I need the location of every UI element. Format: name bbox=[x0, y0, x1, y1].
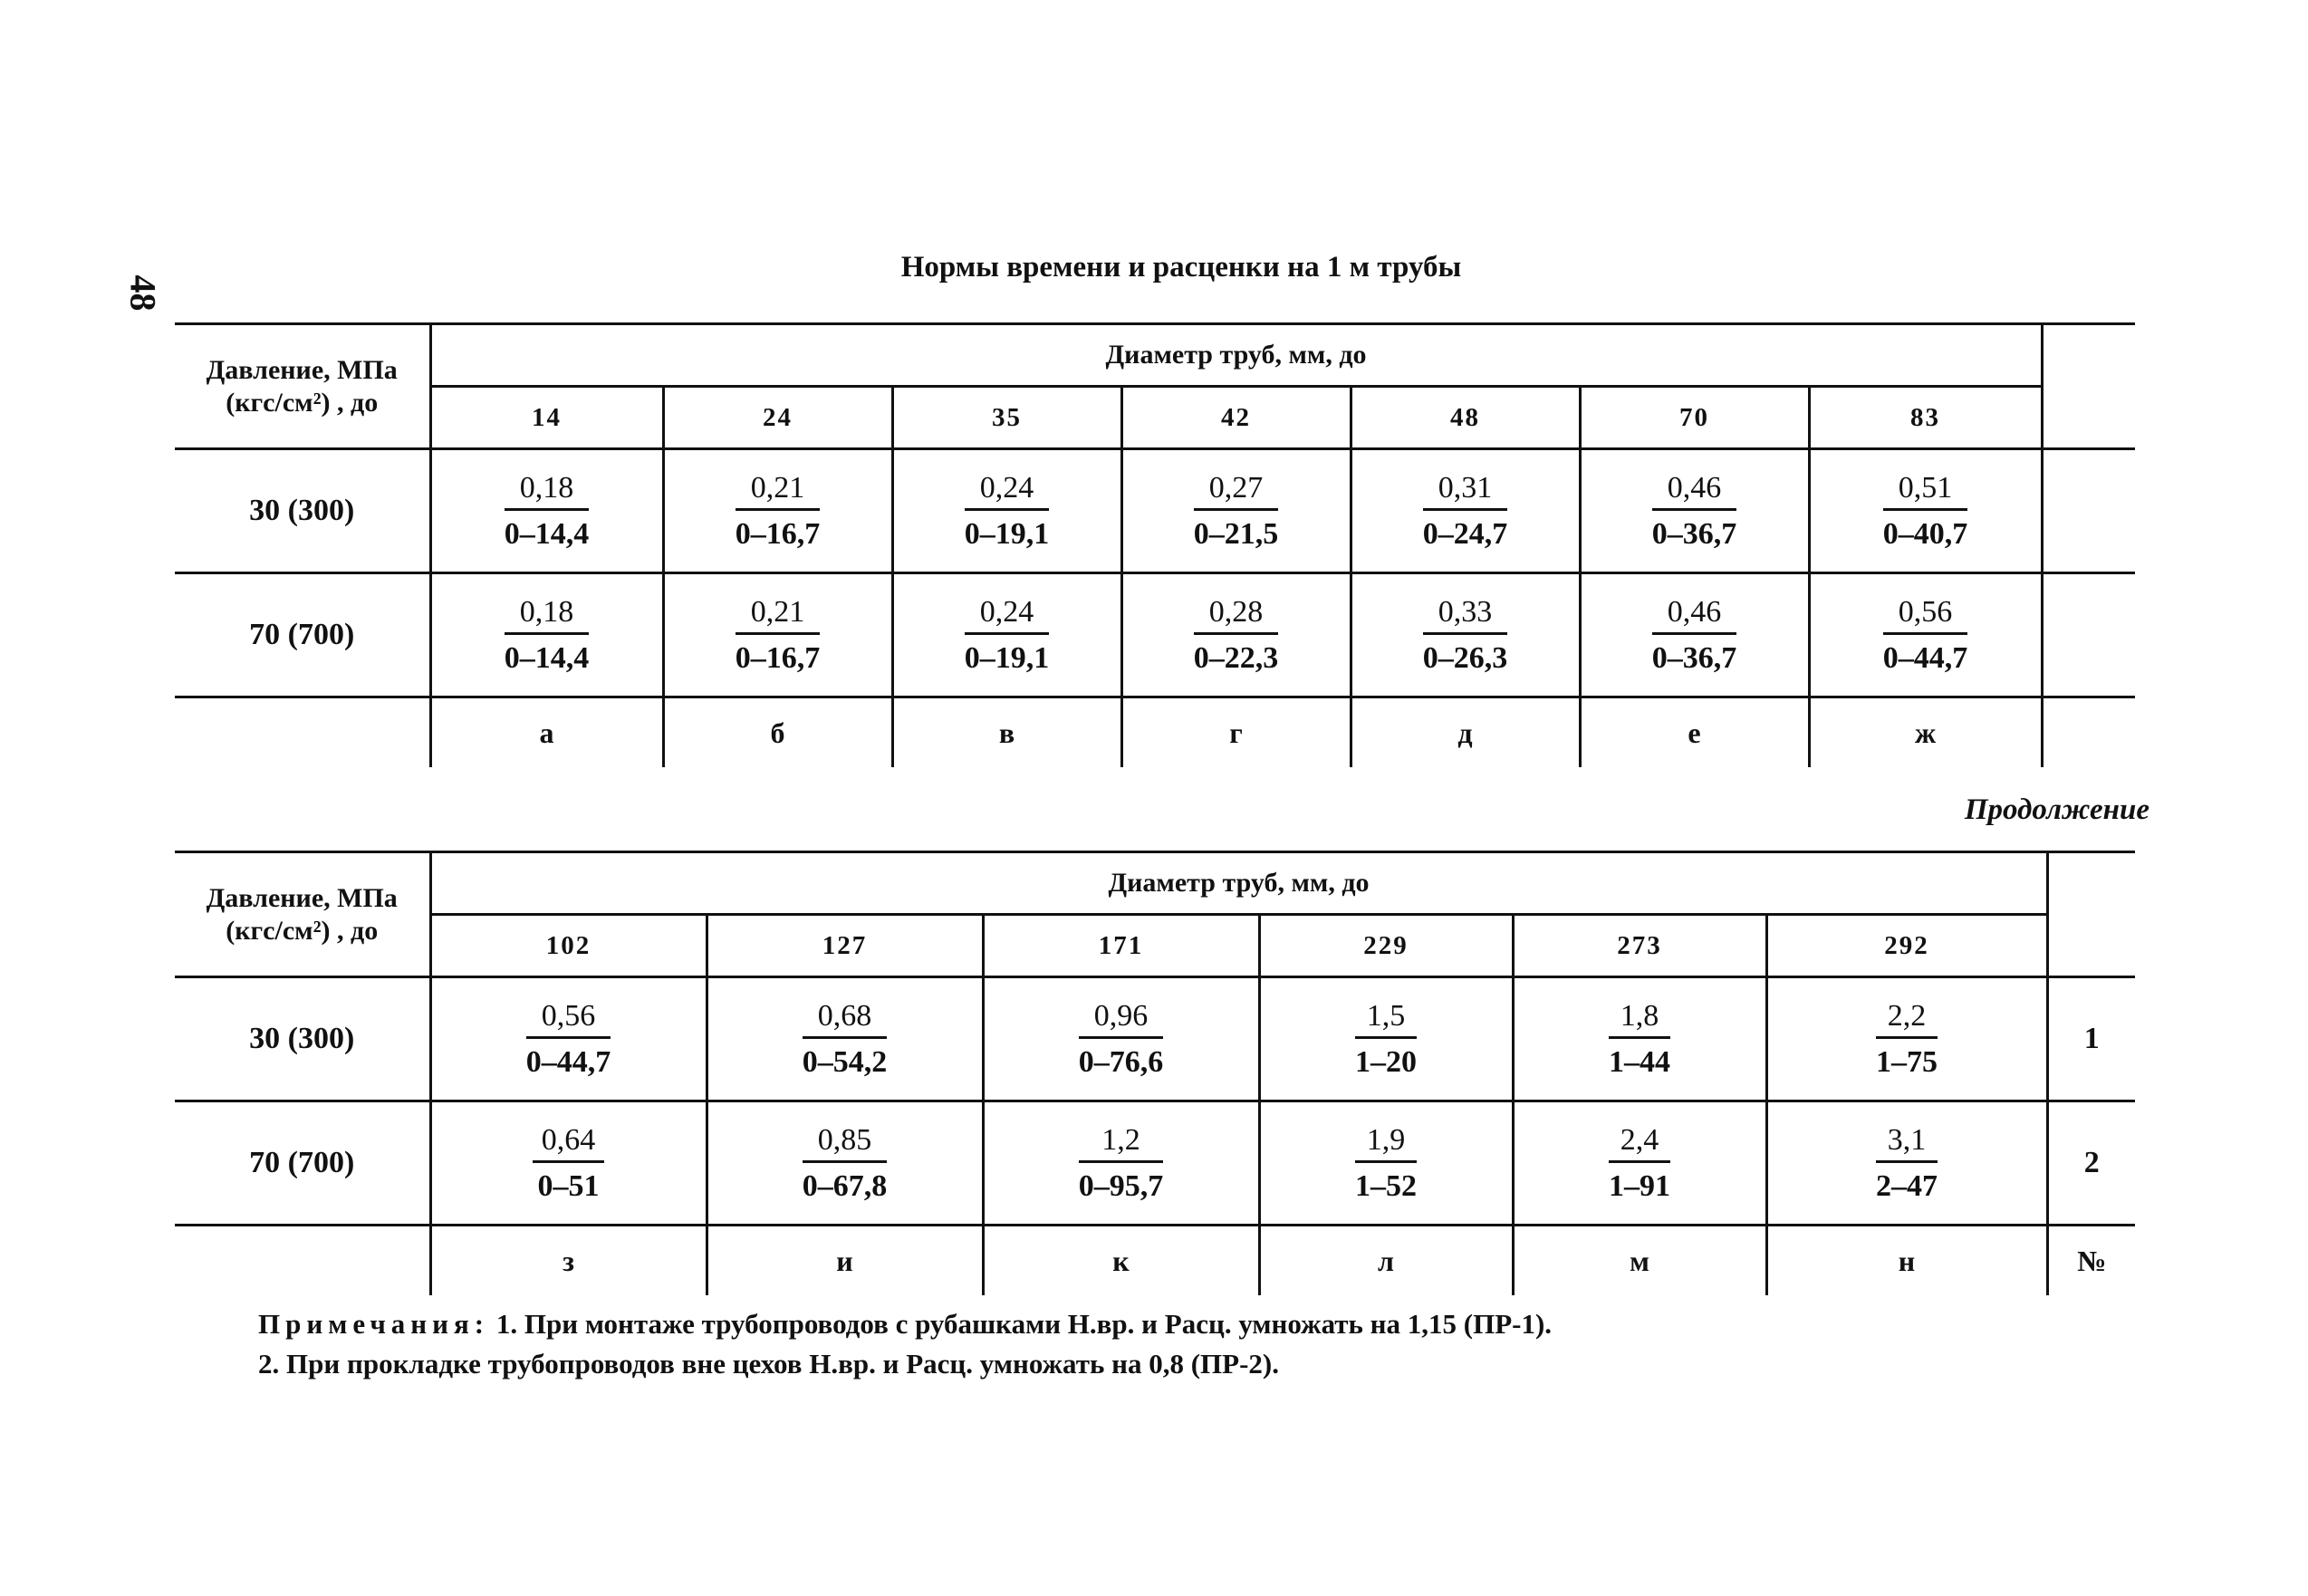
rate: 0–21,5 bbox=[1193, 516, 1279, 551]
letter-row bbox=[175, 1226, 2135, 1296]
note-2: 2. При прокладке трубопроводов вне цехов Н.вр. и Расц. умножать на 0,8 (ПР-2). bbox=[258, 1348, 1279, 1380]
diameter-cell: 35 bbox=[892, 387, 1121, 449]
diameter-cell: 70 bbox=[1580, 387, 1809, 449]
table-row bbox=[175, 449, 2135, 573]
value-cell bbox=[1259, 1101, 1513, 1226]
rate: 0–40,7 bbox=[1882, 516, 1968, 551]
pressure-header-line2: (кгс/см²) , до bbox=[226, 915, 379, 946]
time-norm: 0,18 bbox=[505, 468, 590, 511]
value-cell bbox=[1809, 573, 2042, 697]
diameter-cell: 229 bbox=[1259, 915, 1513, 977]
value-cell bbox=[983, 977, 1259, 1101]
rate: 0–36,7 bbox=[1651, 640, 1737, 675]
table-row bbox=[175, 573, 2135, 697]
table-row bbox=[175, 1101, 2135, 1226]
time-norm: 1,8 bbox=[1609, 996, 1670, 1039]
value-cell bbox=[430, 573, 663, 697]
value-cell bbox=[1351, 449, 1580, 573]
value-cell bbox=[430, 1101, 707, 1226]
rate: 0–44,7 bbox=[1882, 640, 1968, 675]
diameter-cell: 48 bbox=[1351, 387, 1580, 449]
number-label-blank bbox=[2042, 697, 2135, 768]
pressure-header bbox=[175, 324, 430, 449]
column-letter: в bbox=[892, 697, 1121, 768]
continuation-label: Продолжение bbox=[1964, 793, 2149, 826]
time-norm: 0,21 bbox=[736, 592, 821, 635]
column-letter: н bbox=[1766, 1226, 2047, 1296]
notes bbox=[258, 1304, 1552, 1384]
rate: 0–22,3 bbox=[1193, 640, 1279, 675]
side-blank bbox=[2042, 324, 2135, 449]
value-cell bbox=[1351, 573, 1580, 697]
column-letter: е bbox=[1580, 697, 1809, 768]
column-letter: з bbox=[430, 1226, 707, 1296]
column-letter: а bbox=[430, 697, 663, 768]
value-cell bbox=[707, 977, 983, 1101]
time-norm: 0,46 bbox=[1652, 592, 1737, 635]
diameter-cell: 14 bbox=[430, 387, 663, 449]
side-blank bbox=[2047, 852, 2135, 977]
pressure-cell: 70 (700) bbox=[175, 573, 430, 697]
time-norm: 0,18 bbox=[505, 592, 590, 635]
time-norm: 0,56 bbox=[526, 996, 611, 1039]
value-cell bbox=[892, 573, 1121, 697]
value-cell bbox=[1513, 977, 1766, 1101]
rate: 2–47 bbox=[1876, 1168, 1938, 1203]
row-number-blank bbox=[2042, 449, 2135, 573]
rate: 1–44 bbox=[1609, 1044, 1670, 1079]
value-cell bbox=[707, 1101, 983, 1226]
time-norm: 0,31 bbox=[1423, 468, 1508, 511]
rate: 0–36,7 bbox=[1651, 516, 1737, 551]
diameter-cell: 102 bbox=[430, 915, 707, 977]
rate: 0–19,1 bbox=[964, 640, 1050, 675]
value-cell bbox=[1766, 1101, 2047, 1226]
column-letter: л bbox=[1259, 1226, 1513, 1296]
time-norm: 0,24 bbox=[965, 592, 1050, 635]
time-norm: 0,68 bbox=[803, 996, 888, 1039]
value-cell bbox=[983, 1101, 1259, 1226]
time-norm: 0,24 bbox=[965, 468, 1050, 511]
time-norm: 0,51 bbox=[1883, 468, 1968, 511]
rate: 1–52 bbox=[1355, 1168, 1417, 1203]
rate: 0–44,7 bbox=[525, 1044, 611, 1079]
rate: 0–26,3 bbox=[1422, 640, 1508, 675]
value-cell bbox=[663, 449, 892, 573]
column-letter: д bbox=[1351, 697, 1580, 768]
value-cell bbox=[1580, 449, 1809, 573]
column-letter: ж bbox=[1809, 697, 2042, 768]
rate: 1–91 bbox=[1609, 1168, 1670, 1203]
rate: 0–67,8 bbox=[802, 1168, 888, 1203]
note-1-line bbox=[258, 1304, 1552, 1344]
value-cell bbox=[1121, 449, 1351, 573]
value-cell bbox=[1121, 573, 1351, 697]
rate: 0–16,7 bbox=[735, 640, 821, 675]
time-norm: 1,5 bbox=[1355, 996, 1417, 1039]
letter-row-blank bbox=[175, 1226, 430, 1296]
rate: 0–19,1 bbox=[964, 516, 1050, 551]
notes-label: Примечания: bbox=[258, 1308, 490, 1340]
time-norm: 0,85 bbox=[803, 1120, 888, 1163]
value-cell bbox=[1809, 449, 2042, 573]
rate: 0–16,7 bbox=[735, 516, 821, 551]
diameter-cell: 127 bbox=[707, 915, 983, 977]
rate: 0–14,4 bbox=[504, 640, 590, 675]
value-cell bbox=[1580, 573, 1809, 697]
diameter-cell: 292 bbox=[1766, 915, 2047, 977]
rate: 0–14,4 bbox=[504, 516, 590, 551]
rate: 1–20 bbox=[1355, 1044, 1417, 1079]
value-cell bbox=[430, 449, 663, 573]
value-cell bbox=[430, 977, 707, 1101]
norms-table-2 bbox=[175, 851, 2135, 1295]
time-norm: 1,9 bbox=[1355, 1120, 1417, 1163]
pressure-header-line1: Давление, МПа bbox=[206, 882, 398, 913]
value-cell bbox=[1513, 1101, 1766, 1226]
letter-row bbox=[175, 697, 2135, 768]
time-norm: 0,56 bbox=[1883, 592, 1968, 635]
column-letter: г bbox=[1121, 697, 1351, 768]
diameter-cell: 42 bbox=[1121, 387, 1351, 449]
time-norm: 2,2 bbox=[1876, 996, 1938, 1039]
time-norm: 0,96 bbox=[1079, 996, 1164, 1039]
rate: 0–51 bbox=[537, 1168, 600, 1203]
time-norm: 0,21 bbox=[736, 468, 821, 511]
time-norm: 0,64 bbox=[533, 1120, 605, 1163]
rate: 0–76,6 bbox=[1078, 1044, 1164, 1079]
diameter-cell: 273 bbox=[1513, 915, 1766, 977]
time-norm: 1,2 bbox=[1079, 1120, 1164, 1163]
value-cell bbox=[1259, 977, 1513, 1101]
diameter-header: Диаметр труб, мм, до bbox=[430, 324, 2042, 387]
pressure-cell: 30 (300) bbox=[175, 449, 430, 573]
value-cell bbox=[1766, 977, 2047, 1101]
pressure-header bbox=[175, 852, 430, 977]
rate: 0–54,2 bbox=[802, 1044, 888, 1079]
table-row bbox=[175, 977, 2135, 1101]
time-norm: 0,46 bbox=[1652, 468, 1737, 511]
column-letter: б bbox=[663, 697, 892, 768]
diameter-header: Диаметр труб, мм, до bbox=[430, 852, 2047, 915]
pressure-header-line2: (кгс/см²) , до bbox=[226, 387, 379, 418]
column-letter: м bbox=[1513, 1226, 1766, 1296]
value-cell bbox=[892, 449, 1121, 573]
time-norm: 3,1 bbox=[1876, 1120, 1938, 1163]
diameter-cell: 24 bbox=[663, 387, 892, 449]
diameter-cell: 83 bbox=[1809, 387, 2042, 449]
column-letter: к bbox=[983, 1226, 1259, 1296]
rate: 0–24,7 bbox=[1422, 516, 1508, 551]
rate: 0–95,7 bbox=[1078, 1168, 1164, 1203]
row-number: 1 bbox=[2047, 977, 2135, 1101]
norms-table-1 bbox=[175, 322, 2135, 767]
column-letter: и bbox=[707, 1226, 983, 1296]
number-label: № bbox=[2077, 1244, 2107, 1277]
pressure-cell: 70 (700) bbox=[175, 1101, 430, 1226]
time-norm: 2,4 bbox=[1609, 1120, 1670, 1163]
pressure-cell: 30 (300) bbox=[175, 977, 430, 1101]
diameter-cell: 171 bbox=[983, 915, 1259, 977]
page-number: 48 bbox=[122, 274, 164, 312]
note-1: 1. При монтаже трубопроводов с рубашками Н.вр. и Расц. умножать на 1,15 (ПР-1). bbox=[495, 1308, 1553, 1340]
page-title: Нормы времени и расценки на 1 м трубы bbox=[900, 251, 1462, 284]
time-norm: 0,33 bbox=[1423, 592, 1508, 635]
rate: 1–75 bbox=[1876, 1044, 1938, 1079]
row-number-blank bbox=[2042, 573, 2135, 697]
row-number: 2 bbox=[2047, 1101, 2135, 1226]
pressure-header-line1: Давление, МПа bbox=[206, 354, 398, 385]
time-norm: 0,27 bbox=[1194, 468, 1279, 511]
time-norm: 0,28 bbox=[1194, 592, 1279, 635]
letter-row-blank bbox=[175, 697, 430, 768]
value-cell bbox=[663, 573, 892, 697]
